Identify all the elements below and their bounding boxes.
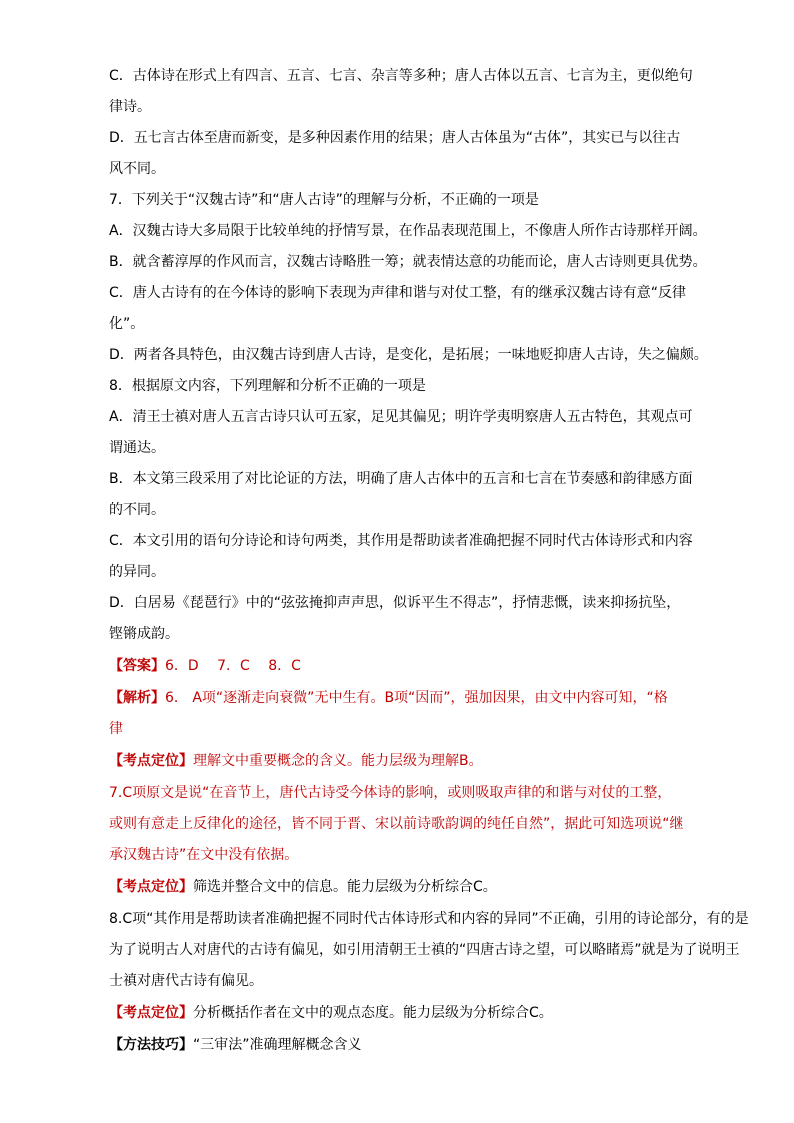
q8-option-b-line-1: B．本文第三段采用了对比论证的方法，明确了唐人古体中的五言和七言在节奏感和韵律感方面	[109, 471, 693, 487]
kaodian-3-text: 分析概括作者在文中的观点态度。能力层级为分析综合C。	[193, 1005, 553, 1021]
question-7: 7．下列关于“汉魏古诗”和“唐人古诗”的理解与分析，不正确的一项是	[109, 192, 539, 208]
kaodian-1-tag: 【考点定位】	[109, 753, 193, 769]
kaodian-1-text: 理解文中重要概念的含义。能力层级为理解B。	[193, 753, 483, 769]
q7-option-d: D．两者各具特色，由汉魏古诗到唐人古诗，是变化，是拓展；一味地贬抑唐人古诗，失之偏颇。	[109, 347, 708, 363]
answer-text: 6．D 7．C 8．C	[165, 658, 301, 674]
q7-analysis-line-2: 或则有意走上反律化的途径，皆不同于晋、宋以前诗歌韵调的纯任自然”，据此可知选项说“继	[109, 816, 684, 832]
method-tag: 【方法技巧】	[109, 1037, 193, 1053]
option-d-line-2: 风不同。	[109, 161, 165, 177]
q8-option-b-line-2: 的不同。	[109, 502, 165, 518]
q7-analysis-line-1: 7.C项原文是说“在音节上，唐代古诗受今体诗的影响，或则吸取声律的和谐与对仗的工整，	[109, 785, 672, 801]
q7-option-c-line-2: 化”。	[109, 316, 145, 332]
q8-analysis-line-3: 士禛对唐代古诗有偏见。	[109, 973, 263, 989]
q7-option-b: B．就含蓄淳厚的作风而言，汉魏古诗略胜一筹；就表情达意的功能而论，唐人古诗则更具优势。	[109, 254, 707, 270]
q8-option-c-line-1: C．本文引用的语句分诗论和诗句两类，其作用是帮助读者准确把握不同时代古体诗形式和内容	[109, 533, 693, 549]
analysis-line-2: 律	[109, 721, 123, 737]
q8-analysis-line-2: 为了说明古人对唐代的古诗有偏见，如引用清朝王士禛的“四唐古诗之望，可以略睹焉”就是为了说明王	[109, 942, 740, 958]
q7-option-c-line-1: C．唐人古诗有的在今体诗的影响下表现为声律和谐与对仗工整，有的继承汉魏古诗有意“反律	[109, 285, 687, 301]
analysis-tag: 【解析】	[109, 690, 165, 706]
option-c-line-2: 律诗。	[109, 99, 151, 115]
q8-option-d-line-1: D．白居易《琵琶行》中的“弦弦掩抑声声思，似诉平生不得志”，抒情悲慨，读来抑扬抗坠，	[109, 595, 681, 611]
q8-option-a-line-1: A．清王士禛对唐人五言古诗只认可五家，足见其偏见；明许学夷明察唐人五古特色，其观点可	[109, 409, 693, 425]
q8-option-c-line-2: 的异同。	[109, 564, 165, 580]
kaodian-2-text: 筛选并整合文中的信息。能力层级为分析综合C。	[193, 879, 497, 895]
analysis-text: 6． A项“逐渐走向衰微”无中生有。B项“因而”，强加因果，由文中内容可知，“格	[165, 690, 668, 706]
kaodian-3-tag: 【考点定位】	[109, 1005, 193, 1021]
q8-option-a-line-2: 谓通达。	[109, 440, 165, 456]
kaodian-3	[109, 1003, 553, 1023]
method-text: “三审法”准确理解概念含义	[193, 1037, 362, 1053]
q7-option-a: A．汉魏古诗大多局限于比较单纯的抒情写景，在作品表现范围上，不像唐人所作古诗那样开阔。	[109, 223, 707, 239]
q8-option-d-line-2: 铿锵成韵。	[109, 626, 179, 642]
answer-tag: 【答案】	[109, 658, 165, 674]
question-8: 8．根据原文内容，下列理解和分析不正确的一项是	[109, 378, 426, 394]
kaodian-2-tag: 【考点定位】	[109, 879, 193, 895]
option-d-line-1: D．五七言古体至唐而新变，是多种因素作用的结果；唐人古体虽为“古体”，其实已与以往古	[109, 130, 681, 146]
q8-analysis-line-1: 8.C项“其作用是帮助读者准确把握不同时代古体诗形式和内容的异同”不正确，引用的诗论部分，有的是	[109, 911, 749, 927]
q7-analysis-line-3: 承汉魏古诗”在文中没有依据。	[109, 847, 299, 863]
option-c-line-1: C．古体诗在形式上有四言、五言、七言、杂言等多种；唐人古体以五言、七言为主，更似绝句	[109, 68, 693, 84]
kaodian-1	[109, 751, 483, 771]
analysis-line-1	[109, 688, 668, 708]
answer-line	[109, 656, 301, 676]
method-tip	[109, 1035, 362, 1055]
kaodian-2	[109, 877, 497, 897]
